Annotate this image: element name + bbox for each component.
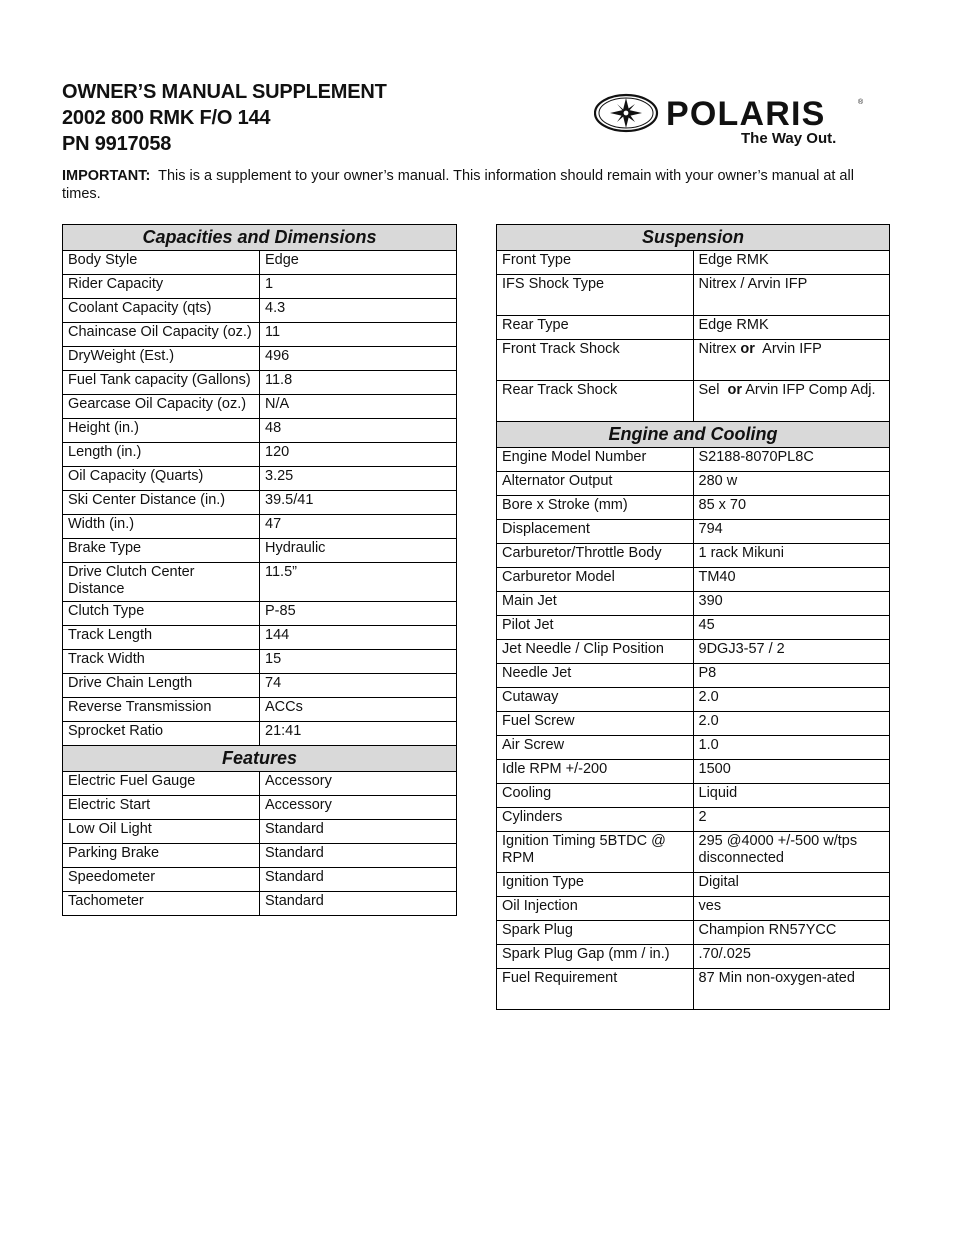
spec-value: 1.0	[693, 736, 890, 760]
spec-label: IFS Shock Type	[497, 275, 694, 316]
spec-value: 794	[693, 520, 890, 544]
spec-label: Track Width	[63, 650, 260, 674]
spec-row	[63, 674, 457, 698]
spec-label: Rear Type	[497, 316, 694, 340]
spec-value: Standard	[260, 892, 457, 916]
spec-label: Cooling	[497, 784, 694, 808]
spec-label: Pilot Jet	[497, 616, 694, 640]
spec-value: 2.0	[693, 688, 890, 712]
spec-label: Oil Capacity (Quarts)	[63, 467, 260, 491]
spec-row	[497, 472, 890, 496]
spec-label: Brake Type	[63, 539, 260, 563]
spec-row	[63, 626, 457, 650]
spec-value: 1	[260, 275, 457, 299]
spec-label: Length (in.)	[63, 443, 260, 467]
spec-row	[497, 873, 890, 897]
spec-value: Edge RMK	[693, 251, 890, 275]
section-header-suspension	[497, 225, 890, 251]
title-line-3: PN 9917058	[62, 133, 172, 155]
section-title: Capacities and Dimensions	[63, 225, 457, 251]
spec-row	[63, 796, 457, 820]
spec-label: Chaincase Oil Capacity (oz.)	[63, 323, 260, 347]
spec-value: 48	[260, 419, 457, 443]
spec-label: Clutch Type	[63, 602, 260, 626]
spec-row	[497, 251, 890, 275]
spec-label: Ignition Timing 5BTDC @ RPM	[497, 832, 694, 873]
spec-value: 11.8	[260, 371, 457, 395]
spec-label: Low Oil Light	[63, 820, 260, 844]
spec-value: .70/.025	[693, 945, 890, 969]
spec-row	[63, 563, 457, 602]
spec-label: Rider Capacity	[63, 275, 260, 299]
spec-row	[497, 544, 890, 568]
spec-row	[63, 844, 457, 868]
spec-row	[63, 722, 457, 746]
spec-label: Spark Plug	[497, 921, 694, 945]
spec-value: S2188-8070PL8C	[693, 448, 890, 472]
spec-row	[497, 496, 890, 520]
spec-row	[63, 323, 457, 347]
spec-row	[497, 616, 890, 640]
spec-value: Liquid	[693, 784, 890, 808]
spec-value	[693, 340, 890, 381]
spec-row	[497, 832, 890, 873]
spec-value: 21:41	[260, 722, 457, 746]
spec-value: 4.3	[260, 299, 457, 323]
spec-label: Fuel Tank capacity (Gallons)	[63, 371, 260, 395]
spec-value: 496	[260, 347, 457, 371]
spec-value: 15	[260, 650, 457, 674]
spec-row	[63, 347, 457, 371]
spec-label: Front Type	[497, 251, 694, 275]
spec-value: 3.25	[260, 467, 457, 491]
spec-label: Displacement	[497, 520, 694, 544]
spec-row	[497, 784, 890, 808]
spec-value: 47	[260, 515, 457, 539]
spec-row	[63, 602, 457, 626]
spec-label: Spark Plug Gap (mm / in.)	[497, 945, 694, 969]
spec-row	[63, 419, 457, 443]
spec-row	[497, 448, 890, 472]
spec-row	[497, 340, 890, 381]
spec-label: DryWeight (Est.)	[63, 347, 260, 371]
spec-row	[497, 520, 890, 544]
spec-label: Carburetor/Throttle Body	[497, 544, 694, 568]
spec-value-part: Sel	[698, 382, 728, 398]
spec-row	[497, 736, 890, 760]
polaris-logo	[594, 89, 866, 147]
spec-label: Parking Brake	[63, 844, 260, 868]
spec-value: 39.5/41	[260, 491, 457, 515]
spec-label: Drive Chain Length	[63, 674, 260, 698]
spec-value: 74	[260, 674, 457, 698]
spec-label: Drive Clutch Center Distance	[63, 563, 260, 602]
spec-value: Standard	[260, 868, 457, 892]
section-header-capacities	[63, 225, 457, 251]
spec-label: Jet Needle / Clip Position	[497, 640, 694, 664]
spec-row	[497, 969, 890, 1010]
spec-value: 1 rack Mikuni	[693, 544, 890, 568]
specs-table-left	[62, 224, 457, 916]
spec-label: Ski Center Distance (in.)	[63, 491, 260, 515]
spec-value: 87 Min non-oxygen-ated	[693, 969, 890, 1010]
spec-label: Sprocket Ratio	[63, 722, 260, 746]
spec-row	[497, 381, 890, 422]
spec-row	[63, 371, 457, 395]
svg-text:®: ®	[858, 99, 864, 106]
spec-value: 85 x 70	[693, 496, 890, 520]
spec-value	[693, 381, 890, 422]
spec-value: 390	[693, 592, 890, 616]
spec-value: TM40	[693, 568, 890, 592]
spec-row	[497, 688, 890, 712]
spec-row	[497, 316, 890, 340]
spec-value: ACCs	[260, 698, 457, 722]
spec-row	[497, 640, 890, 664]
spec-label: Track Length	[63, 626, 260, 650]
spec-label: Electric Start	[63, 796, 260, 820]
spec-value-part: Arvin IFP	[754, 341, 822, 357]
spec-label: Tachometer	[63, 892, 260, 916]
spec-value-part: Nitrex	[698, 341, 741, 357]
spec-value: Accessory	[260, 772, 457, 796]
section-header-features	[63, 746, 457, 772]
spec-value: Champion RN57YCC	[693, 921, 890, 945]
spec-value: 280 w	[693, 472, 890, 496]
spec-row	[497, 897, 890, 921]
title-line-2: 2002 800 RMK F/O 144	[62, 107, 271, 129]
spec-value: Edge	[260, 251, 457, 275]
spec-value-part: Arvin IFP Comp Adj.	[742, 382, 876, 398]
spec-label: Fuel Requirement	[497, 969, 694, 1010]
important-label: IMPORTANT:	[62, 168, 151, 184]
spec-label: Fuel Screw	[497, 712, 694, 736]
spec-row	[63, 868, 457, 892]
spec-value: 120	[260, 443, 457, 467]
spec-label: Oil Injection	[497, 897, 694, 921]
section-header-engine	[497, 422, 890, 448]
spec-label: Reverse Transmission	[63, 698, 260, 722]
spec-value: 11.5”	[260, 563, 457, 602]
spec-value: Standard	[260, 820, 457, 844]
spec-row	[63, 820, 457, 844]
spec-row	[63, 275, 457, 299]
spec-row	[63, 299, 457, 323]
spec-label: Front Track Shock	[497, 340, 694, 381]
logo-wordmark: POLARIS	[666, 95, 826, 133]
spec-row	[497, 664, 890, 688]
spec-row	[497, 808, 890, 832]
spec-value: Digital	[693, 873, 890, 897]
spec-row	[497, 921, 890, 945]
spec-label: Body Style	[63, 251, 260, 275]
spec-label: Rear Track Shock	[497, 381, 694, 422]
spec-row	[63, 491, 457, 515]
spec-value: 9DGJ3-57 / 2	[693, 640, 890, 664]
spec-value: Hydraulic	[260, 539, 457, 563]
spec-row	[63, 443, 457, 467]
title-line-1: OWNER’S MANUAL SUPPLEMENT	[62, 81, 387, 103]
spec-label: Cylinders	[497, 808, 694, 832]
spec-label: Bore x Stroke (mm)	[497, 496, 694, 520]
spec-row	[497, 712, 890, 736]
spec-row	[63, 515, 457, 539]
specs-table-right	[496, 224, 890, 1010]
spec-label: Ignition Type	[497, 873, 694, 897]
spec-label: Main Jet	[497, 592, 694, 616]
spec-label: Idle RPM +/-200	[497, 760, 694, 784]
spec-row	[497, 275, 890, 316]
spec-value: Nitrex / Arvin IFP	[693, 275, 890, 316]
spec-row	[63, 251, 457, 275]
spec-row	[63, 892, 457, 916]
spec-value: P8	[693, 664, 890, 688]
spec-value: 11	[260, 323, 457, 347]
spec-value: Edge RMK	[693, 316, 890, 340]
section-title: Engine and Cooling	[497, 422, 890, 448]
important-notice	[62, 167, 892, 203]
important-text: This is a supplement to your owner’s manual. This information should remain with your owner’s manual at all times.	[62, 168, 854, 202]
document-title	[62, 79, 387, 157]
spec-row	[497, 945, 890, 969]
spec-value: ves	[693, 897, 890, 921]
spec-value: P-85	[260, 602, 457, 626]
spec-value: 1500	[693, 760, 890, 784]
spec-label: Electric Fuel Gauge	[63, 772, 260, 796]
spec-value: Accessory	[260, 796, 457, 820]
spec-row	[497, 760, 890, 784]
spec-row	[63, 395, 457, 419]
spec-value: Standard	[260, 844, 457, 868]
spec-label: Alternator Output	[497, 472, 694, 496]
spec-value: 295 @4000 +/-500 w/tps disconnected	[693, 832, 890, 873]
section-title: Suspension	[497, 225, 890, 251]
spec-label: Needle Jet	[497, 664, 694, 688]
spec-value: 45	[693, 616, 890, 640]
spec-label: Width (in.)	[63, 515, 260, 539]
spec-value: 2.0	[693, 712, 890, 736]
spec-label: Height (in.)	[63, 419, 260, 443]
spec-row	[63, 467, 457, 491]
spec-label: Cutaway	[497, 688, 694, 712]
spec-row	[63, 698, 457, 722]
spec-value: 144	[260, 626, 457, 650]
spec-row	[63, 772, 457, 796]
spec-value: N/A	[260, 395, 457, 419]
spec-row	[63, 650, 457, 674]
spec-value-conjunction: or	[740, 341, 755, 357]
spec-row	[63, 539, 457, 563]
spec-label: Carburetor Model	[497, 568, 694, 592]
spec-row	[497, 568, 890, 592]
spec-label: Engine Model Number	[497, 448, 694, 472]
logo-tagline: The Way Out.	[741, 130, 837, 147]
spec-row	[497, 592, 890, 616]
spec-value-conjunction: or	[727, 382, 743, 398]
spec-value: 2	[693, 808, 890, 832]
spec-label: Gearcase Oil Capacity (oz.)	[63, 395, 260, 419]
spec-label: Air Screw	[497, 736, 694, 760]
spec-label: Coolant Capacity (qts)	[63, 299, 260, 323]
section-title: Features	[63, 746, 457, 772]
spec-label: Speedometer	[63, 868, 260, 892]
